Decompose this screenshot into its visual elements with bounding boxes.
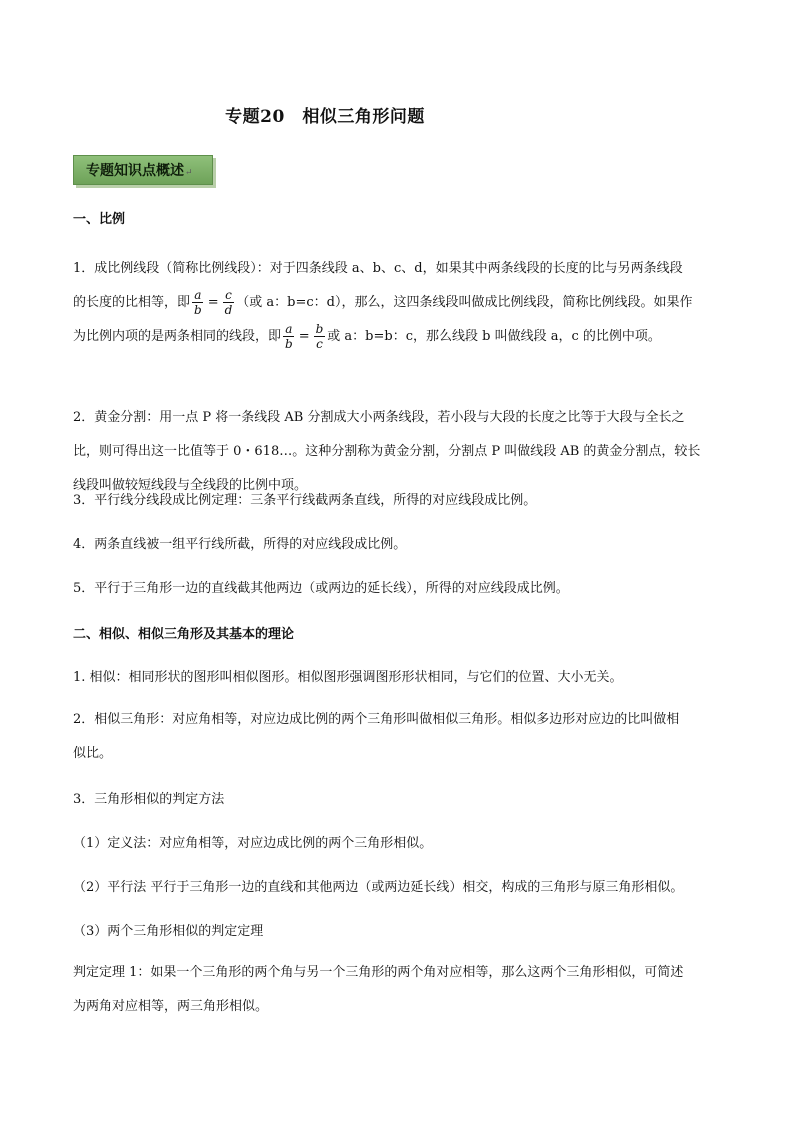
equals-sign: = <box>298 329 310 344</box>
section-badge <box>73 155 213 185</box>
frac-denominator: c <box>316 337 323 351</box>
item2-line3: 线段叫做较短线段与全线段的比例中项。 <box>73 478 308 493</box>
section1-heading: 一、比例 <box>73 212 126 227</box>
section2-heading: 二、相似、相似三角形及其基本的理论 <box>73 627 295 642</box>
item5-text: 5．平行于三角形一边的直线截其他两边（或两边的延长线），所得的对应线段成比例。 <box>73 581 569 596</box>
item2-paragraph <box>73 401 723 503</box>
theorem1-line2: 为两角对应相等，两三角形相似。 <box>73 999 269 1014</box>
frac-denominator: b <box>194 303 202 317</box>
fraction-a-b <box>192 288 204 317</box>
frac-numerator: c <box>225 288 232 302</box>
theorem1-line1: 判定定理 1：如果一个三角形的两个角与另一个三角形的两个角对应相等，那么这两个三角形相似，可简述 <box>73 965 684 980</box>
s2-item2-line1: 2．相似三角形：对应角相等，对应边成比例的两个三角形叫做相似三角形。相似多边形对应边的比叫做相 <box>73 712 680 727</box>
item1-paragraph <box>73 252 723 354</box>
item1-line3-post: 或 a：b=b：c，那么线段 b 叫做线段 a，c 的比例中项。 <box>327 329 661 344</box>
frac-numerator: a <box>194 288 202 302</box>
frac-denominator: b <box>285 337 293 351</box>
item1-line2-post: （或 a：b=c：d），那么，这四条线段叫做成比例线段，简称比例线段。如果作 <box>236 295 693 310</box>
s2-item1-text: 1. 相似：相同形状的图形叫相似图形。相似图形强调图形形状相同，与它们的位置、大小无关。 <box>73 670 623 685</box>
theorem1-paragraph <box>73 956 723 1024</box>
page-title: 专题20 相似三角形问题 <box>225 107 425 127</box>
frac-numerator: b <box>315 322 324 336</box>
s2-item2-paragraph <box>73 703 723 771</box>
item1-line3-pre: 为比例内项的是两条相同的线段，即 <box>73 329 282 344</box>
s2-item2-line2: 似比。 <box>73 746 113 761</box>
item1-line1: 1．成比例线段（简称比例线段）：对于四条线段 a、b、c、d，如果其中两条线段的长度的比与另两条线段 <box>73 261 683 276</box>
fraction-a-b <box>283 322 295 351</box>
fraction-b-c <box>314 322 326 351</box>
item1-line3 <box>73 320 723 354</box>
sub2-text: （2）平行法 平行于三角形一边的直线和其他两边（或两边延长线）相交，构成的三角形与原三角形相似。 <box>73 880 684 895</box>
item1-line2 <box>73 286 723 320</box>
badge-label: 专题知识点概述 <box>86 163 184 179</box>
item3-text: 3．平行线分线段成比例定理：三条平行线截两条直线，所得的对应线段成比例。 <box>73 493 537 508</box>
item2-line1: 2．黄金分割：用一点 P 将一条线段 AB 分割成大小两条线段，若小段与大段的长度之比等于大段与全长之 <box>73 410 685 425</box>
sub1-text: （1）定义法：对应角相等，对应边成比例的两个三角形相似。 <box>73 836 433 851</box>
item4-text: 4．两条直线被一组平行线所截，所得的对应线段成比例。 <box>73 537 407 552</box>
item2-line2: 比，则可得出这一比值等于 0・618…。这种分割称为黄金分割，分割点 P 叫做线段 AB 的黄金分割点，较长 <box>73 444 701 459</box>
s2-item3-text: 3．三角形相似的判定方法 <box>73 792 225 807</box>
item1-line2-pre: 的长度的比相等，即 <box>73 295 191 310</box>
equals-sign: = <box>207 295 219 310</box>
frac-numerator: a <box>285 322 293 336</box>
frac-denominator: d <box>224 303 233 317</box>
return-mark-icon: ↵ <box>185 168 193 178</box>
sub3-text: （3）两个三角形相似的判定定理 <box>73 924 264 939</box>
fraction-c-d <box>223 288 235 317</box>
